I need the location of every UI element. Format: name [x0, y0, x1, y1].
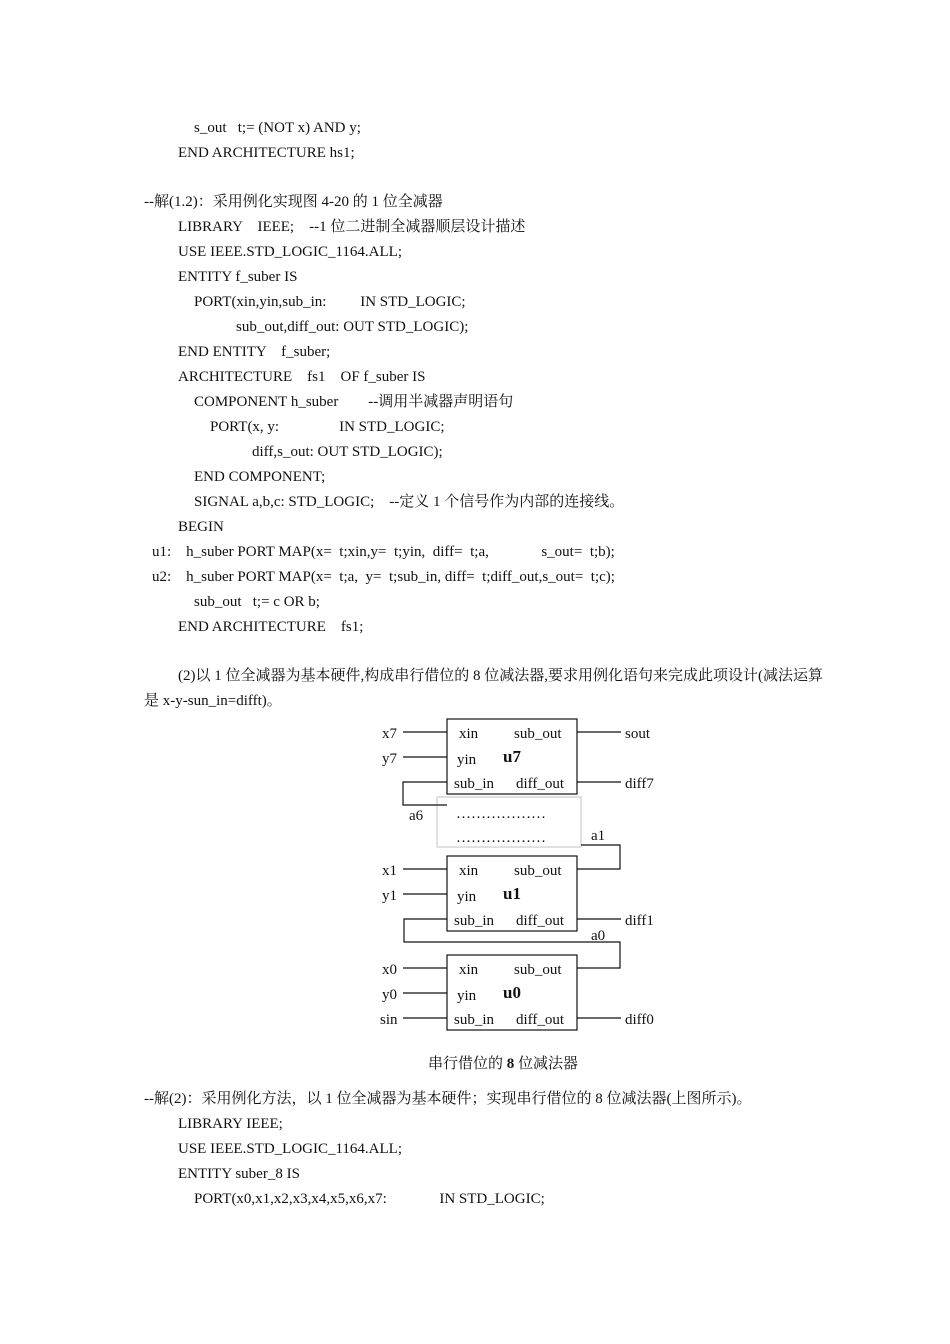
io-label: sin: [380, 1012, 398, 1028]
port-label: sub_in: [454, 1012, 495, 1028]
port-label: sub_in: [454, 776, 495, 792]
block-name: u0: [503, 983, 521, 1002]
code-line: sub_out t;= c OR b;: [194, 594, 320, 610]
port-label: xin: [459, 863, 479, 879]
io-label: y0: [382, 987, 397, 1003]
figure-caption: [428, 1052, 578, 1073]
code-line: diff,s_out: OUT STD_LOGIC);: [252, 444, 443, 460]
code-line: END ARCHITECTURE hs1;: [178, 145, 355, 161]
code-line: LIBRARY IEEE;: [178, 1116, 283, 1132]
code-line: PORT(x, y: IN STD_LOGIC;: [210, 419, 445, 435]
port-label: sub_in: [454, 913, 495, 929]
io-label: diff1: [625, 913, 654, 929]
code-line: USE IEEE.STD_LOGIC_1164.ALL;: [178, 244, 403, 260]
port-label: sub_out: [514, 726, 562, 742]
code-line: ENTITY f_suber IS: [178, 269, 298, 285]
block-name: u7: [503, 747, 521, 766]
code-line: sub_out,diff_out: OUT STD_LOGIC);: [236, 319, 469, 335]
signal-label: a0: [591, 928, 606, 944]
code-line: USE IEEE.STD_LOGIC_1164.ALL;: [178, 1141, 403, 1157]
block-name: u1: [503, 884, 521, 903]
code-line: PORT(x0,x1,x2,x3,x4,x5,x6,x7: IN STD_LOGIC;: [194, 1191, 545, 1207]
port-label: sub_out: [514, 962, 562, 978]
signal-label: a6: [409, 808, 424, 824]
code-line: END COMPONENT;: [194, 469, 326, 485]
port-label: yin: [457, 752, 477, 768]
port-label: xin: [459, 962, 479, 978]
code-line: ENTITY suber_8 IS: [178, 1166, 300, 1182]
code-line: u2: h_suber PORT MAP(x= t;a, y= t;sub_in, diff= t;diff_out,s_out= t;c);: [152, 569, 615, 585]
caption-bold: 8: [506, 1056, 515, 1072]
code-line: END ENTITY f_suber;: [178, 344, 331, 360]
code-line: END ARCHITECTURE fs1;: [178, 619, 364, 635]
port-label: diff_out: [516, 913, 565, 929]
io-label: diff7: [625, 776, 654, 792]
code-line: COMPONENT h_suber --调用半减器声明语句: [194, 394, 514, 410]
port-label: diff_out: [516, 776, 565, 792]
io-label: y1: [382, 888, 397, 904]
section-heading: --解(2)：采用例化方法，以 1 位全减器为基本硬件；实现串行借位的 8 位减法器(上图所示)。: [144, 1091, 752, 1107]
ellipsis: ………………: [456, 830, 546, 846]
port-label: xin: [459, 726, 479, 742]
io-label: diff0: [625, 1012, 654, 1028]
code-line: BEGIN: [178, 519, 224, 535]
signal-label: a1: [591, 828, 606, 844]
section-heading: --解(1.2)：采用例化实现图 4-20 的 1 位全减器: [144, 194, 443, 210]
code-line: s_out t;= (NOT x) AND y;: [194, 120, 361, 136]
caption-prefix: 串行借位的: [428, 1056, 507, 1072]
io-label: x0: [382, 962, 397, 978]
paragraph-line: 是 x-y-sun_in=difft)。: [144, 693, 282, 709]
code-line: PORT(xin,yin,sub_in: IN STD_LOGIC;: [194, 294, 466, 310]
io-label: x1: [382, 863, 397, 879]
port-label: yin: [457, 889, 477, 905]
paragraph-line: (2)以 1 位全减器为基本硬件,构成串行借位的 8 位减法器,要求用例化语句来完成此项设计(减法运算: [178, 668, 823, 684]
caption-suffix: 位减法器: [514, 1056, 579, 1072]
code-line: LIBRARY IEEE; --1 位二进制全减器顺层设计描述: [178, 219, 526, 235]
code-line: SIGNAL a,b,c: STD_LOGIC; --定义 1 个信号作为内部的连接线。: [194, 494, 625, 510]
port-label: diff_out: [516, 1012, 565, 1028]
io-label: sout: [625, 726, 651, 742]
code-line: u1: h_suber PORT MAP(x= t;xin,y= t;yin, diff= t;a, s_out= t;b);: [152, 544, 615, 560]
io-label: y7: [382, 751, 397, 767]
port-label: yin: [457, 988, 477, 1004]
port-label: sub_out: [514, 863, 562, 879]
code-line: ARCHITECTURE fs1 OF f_suber IS: [178, 369, 426, 385]
io-label: x7: [382, 726, 397, 742]
ellipsis: ………………: [456, 806, 546, 822]
